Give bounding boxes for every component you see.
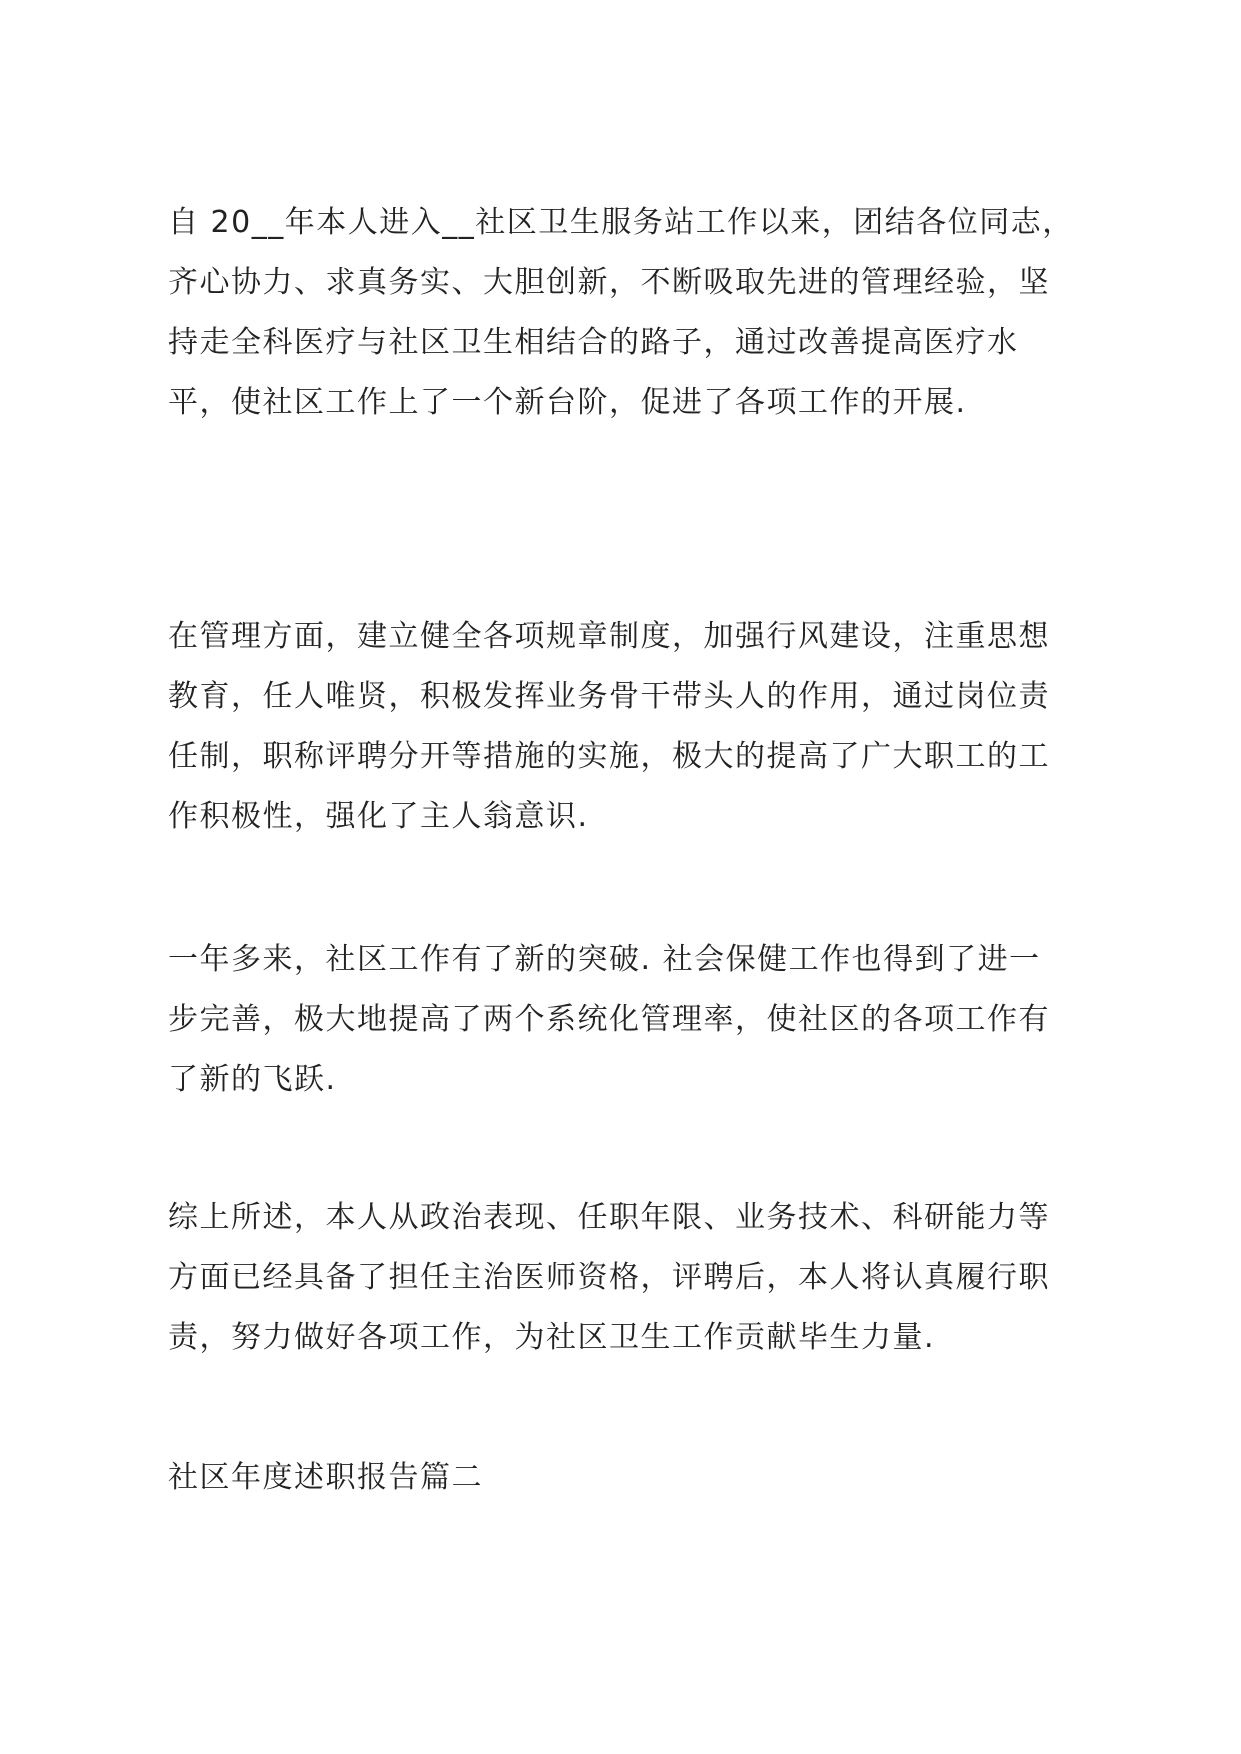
paragraph-line: 持走全科医疗与社区卫生相结合的路子，通过改善提高医疗水 [168, 325, 1019, 360]
heading-text: 社区年度述职报告篇二 [168, 1460, 483, 1495]
paragraph-line: 齐心协力、求真务实、大胆创新，不断吸取先进的管理经验，坚 [168, 265, 1050, 300]
paragraph-line: 方面已经具备了担任主治医师资格，评聘后，本人将认真履行职 [168, 1260, 1050, 1295]
paragraph-line: 任制，职称评聘分开等措施的实施，极大的提高了广大职工的工 [168, 739, 1050, 774]
paragraph-line: 自 20__年本人进入__社区卫生服务站工作以来，团结各位同志， [168, 205, 1074, 240]
paragraph-line: 作积极性，强化了主人翁意识. [168, 799, 589, 834]
paragraph-line: 在管理方面，建立健全各项规章制度，加强行风建设，注重思想 [168, 619, 1050, 654]
paragraph-line: 一年多来，社区工作有了新的突破. 社会保健工作也得到了进一 [168, 942, 1041, 977]
paragraph-line: 平，使社区工作上了一个新台阶，促进了各项工作的开展. [168, 385, 967, 420]
paragraph-line: 责，努力做好各项工作，为社区卫生工作贡献毕生力量. [168, 1320, 936, 1355]
paragraph-line: 综上所述，本人从政治表现、任职年限、业务技术、科研能力等 [168, 1200, 1050, 1235]
paragraph-line: 了新的飞跃. [168, 1062, 337, 1097]
paragraph-line: 步完善，极大地提高了两个系统化管理率，使社区的各项工作有 [168, 1002, 1050, 1037]
paragraph-line: 教育，任人唯贤，积极发挥业务骨干带头人的作用，通过岗位责 [168, 679, 1050, 714]
